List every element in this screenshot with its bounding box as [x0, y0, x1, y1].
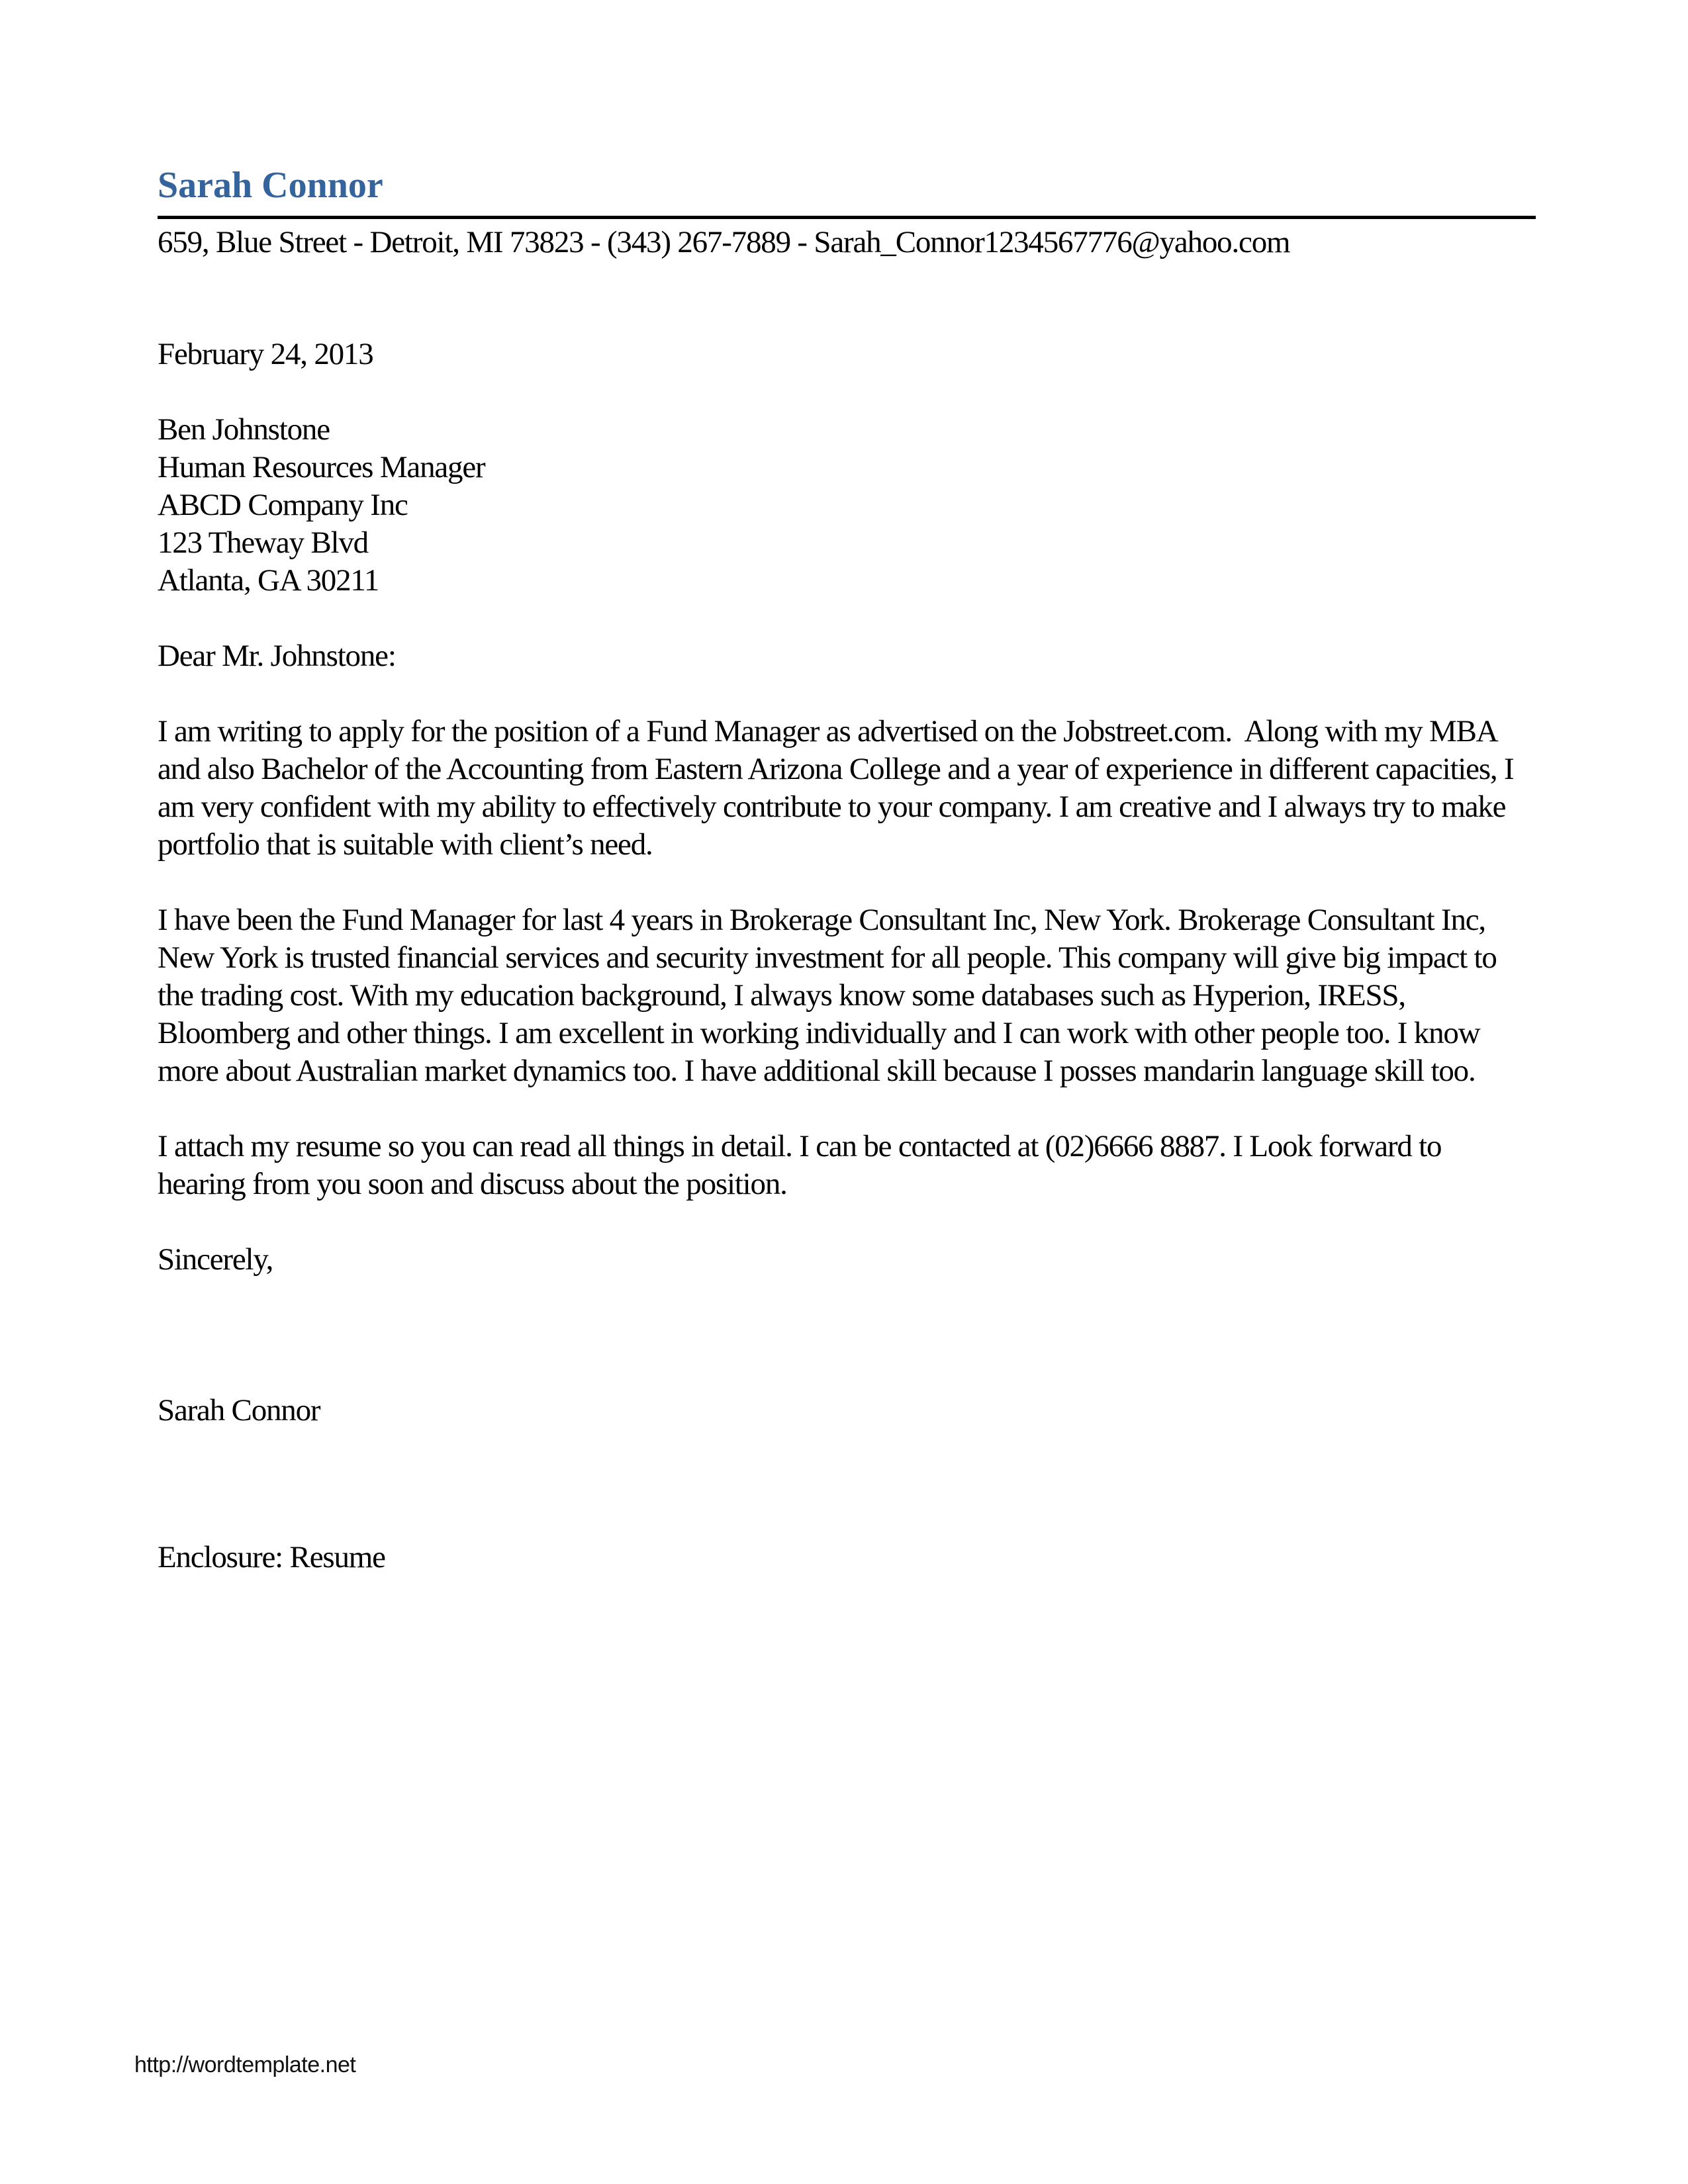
- recipient-city-line: Atlanta, GA 30211: [158, 563, 379, 598]
- letter-date: February 24, 2013: [158, 337, 373, 371]
- body-paragraph-2: I have been the Fund Manager for last 4 years in Brokerage Consultant Inc, New York. Brokerage Consultant Inc, New York is trusted financial services and security investment for all people. This company will give big impact to the trading cost. With my education background, I always know some databases such as Hyperion, IRESS, Bloomberg and other things. I am excellent in working individually and I can work with other people too. I know more about Australian market dynamics too. I have additional skill because I posses mandarin language skill too.: [158, 903, 1504, 1088]
- letter-content: [158, 164, 1536, 1576]
- recipient-name-line: Ben Johnstone: [158, 412, 330, 447]
- footer-url: http://wordtemplate.net: [134, 2052, 356, 2077]
- recipient-street-line: 123 Theway Blvd: [158, 525, 368, 560]
- body-paragraph-3: I attach my resume so you can read all things in detail. I can be contacted at (02)6666 8887. I Look forward to hearing from you soon and discuss about the position.: [158, 1129, 1448, 1201]
- recipient-title-line: Human Resources Manager: [158, 450, 485, 484]
- recipient-address-block: [158, 411, 1536, 600]
- recipient-company-line: ABCD Company Inc: [158, 488, 408, 522]
- sender-name: Sarah Connor: [158, 165, 383, 206]
- enclosure-note: Enclosure: Resume: [158, 1540, 385, 1574]
- closing-salutation: Sincerely,: [158, 1242, 273, 1277]
- signature-name: Sarah Connor: [158, 1393, 320, 1428]
- body-paragraph-1: I am writing to apply for the position of a Fund Manager as advertised on the Jobstreet.com. Along with my MBA and also Bachelor of the Accounting from Eastern Arizona College and a year of experience in different capacities, I am very confident with my ability to effectively contribute to your company. I am creative and I always try to make portfolio that is suitable with client’s need.: [158, 714, 1521, 862]
- letter-header: [158, 164, 1536, 261]
- salutation: Dear Mr. Johnstone:: [158, 639, 396, 673]
- sender-contact-line: 659, Blue Street - Detroit, MI 73823 - (343) 267-7889 - Sarah_Connor1234567776@yahoo.com: [158, 225, 1290, 259]
- header-divider-rule: [158, 216, 1536, 219]
